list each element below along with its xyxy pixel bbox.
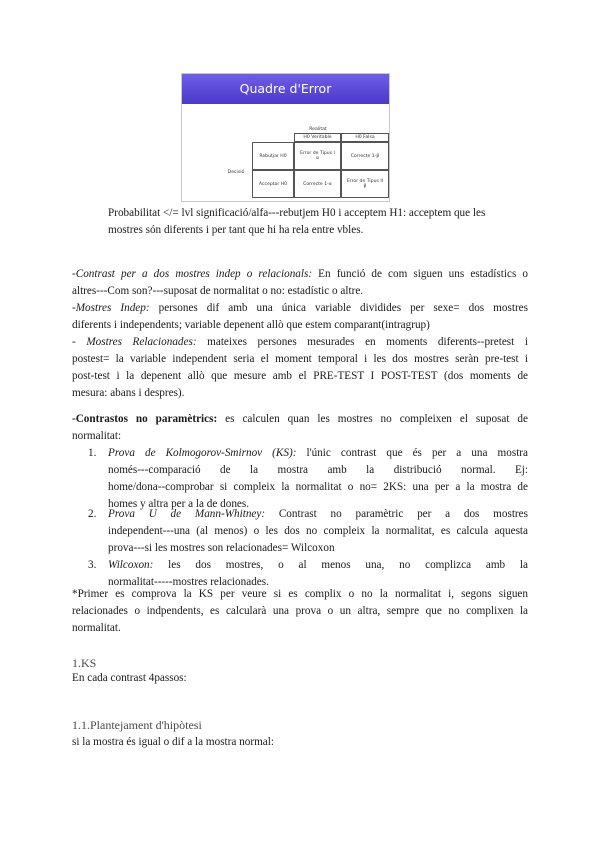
cell-type2-error: Error de Tipus II β bbox=[341, 170, 389, 198]
col-header-false: H0 Falsa bbox=[341, 133, 389, 142]
paragraph-related-samples: - Mostres Relacionades: mateixes persones mesurades en moments diferents--pretest i postest= la variable independent seria el moment temporal i les dos mostres seràn pre-test i post-test i la depenent allò que mesure amb el PRE-TEST I POST-TEST (dos moments de mesura: abans i despres). bbox=[72, 336, 528, 399]
list-number-2: 2. bbox=[88, 508, 97, 520]
error-table bbox=[182, 104, 389, 201]
list-number-1: 1. bbox=[88, 447, 97, 459]
row-header-accept: Acceptar H0 bbox=[252, 170, 294, 198]
decisio-label: Decisió bbox=[227, 170, 245, 175]
heading-hypothesis: 1.1.Plantejament d'hipòtesi bbox=[72, 718, 202, 732]
cell-type1-error: Error de Tipus I α bbox=[294, 142, 341, 170]
hypothesis-text: si la mostra és igual o dif a la mostra normal: bbox=[72, 736, 274, 748]
list-item-ks: Prova de Kolmogorov-Smirnov (KS): l'únic contrast que és per a una mostra només---comparació de la mostra amb la distribució normal. Ej: home/dona--comprobar si compleix la normalitat o no= 2KS: una per a la mostra de homes y altra per a la de dones. bbox=[108, 447, 528, 510]
cell-correct-confidence: Correcte 1-α bbox=[294, 170, 341, 198]
row-header-reject: Rebutjar H0 bbox=[252, 142, 294, 170]
list-item-wilcoxon: Wilcoxon: les dos mostres, o al menos una, no complizca amb la normalitat-----mostres relacionades. bbox=[108, 559, 528, 588]
figure-title: Quadre d'Error bbox=[182, 74, 389, 104]
cell-correct-power: Correcte 1-β bbox=[341, 142, 389, 170]
list-number-3: 3. bbox=[88, 559, 97, 571]
heading-ks: 1.KS bbox=[72, 656, 97, 670]
list-item-mann-whitney: Prova U de Mann-Whitney: Contrast no paramètric per a dos mostres independent---una (al menos) o les dos no compleix la normalitat, es calcula aquesta prova---si les mostres son relacionades= Wilcoxon bbox=[108, 508, 528, 554]
realitat-label: Realitat bbox=[309, 127, 327, 132]
paragraph-contrast-two-samples: -Contrast per a dos mostres indep o relacionals: En funció de com siguen uns estadístics o altres---Com son?---suposat de normalitat o no: estadístic o altre. bbox=[72, 268, 528, 297]
paragraph-independent-samples: -Mostres Indep: persones dif amb una única variable dividides per sexe= dos mostres diferents i independents; variable depenent allò que estem comparant(intragrup) bbox=[72, 302, 528, 331]
paragraph-nonparametric: -Contrastos no paramètrics: es calculen quan les mostres no compleixen el suposat de normalitat: bbox=[72, 413, 528, 442]
figure-caption: Probabilitat </= lvl significació/alfa---rebutjem H0 i acceptem H1: acceptem que les mostres són diferents i per tant que hi ha rela entre vbles. bbox=[108, 207, 486, 236]
ks-intro-text: En cada contrast 4passos: bbox=[72, 672, 187, 684]
error-table-figure bbox=[181, 73, 390, 202]
note-paragraph: *Primer es comprova la KS per veure si es complix o no la normalitat i, segons siguen relacionades o indpendents, es calcularà una prova o un altra, sempre que no complixen la normalitat. bbox=[72, 588, 528, 634]
col-header-true: H0 Veritable bbox=[294, 133, 341, 142]
